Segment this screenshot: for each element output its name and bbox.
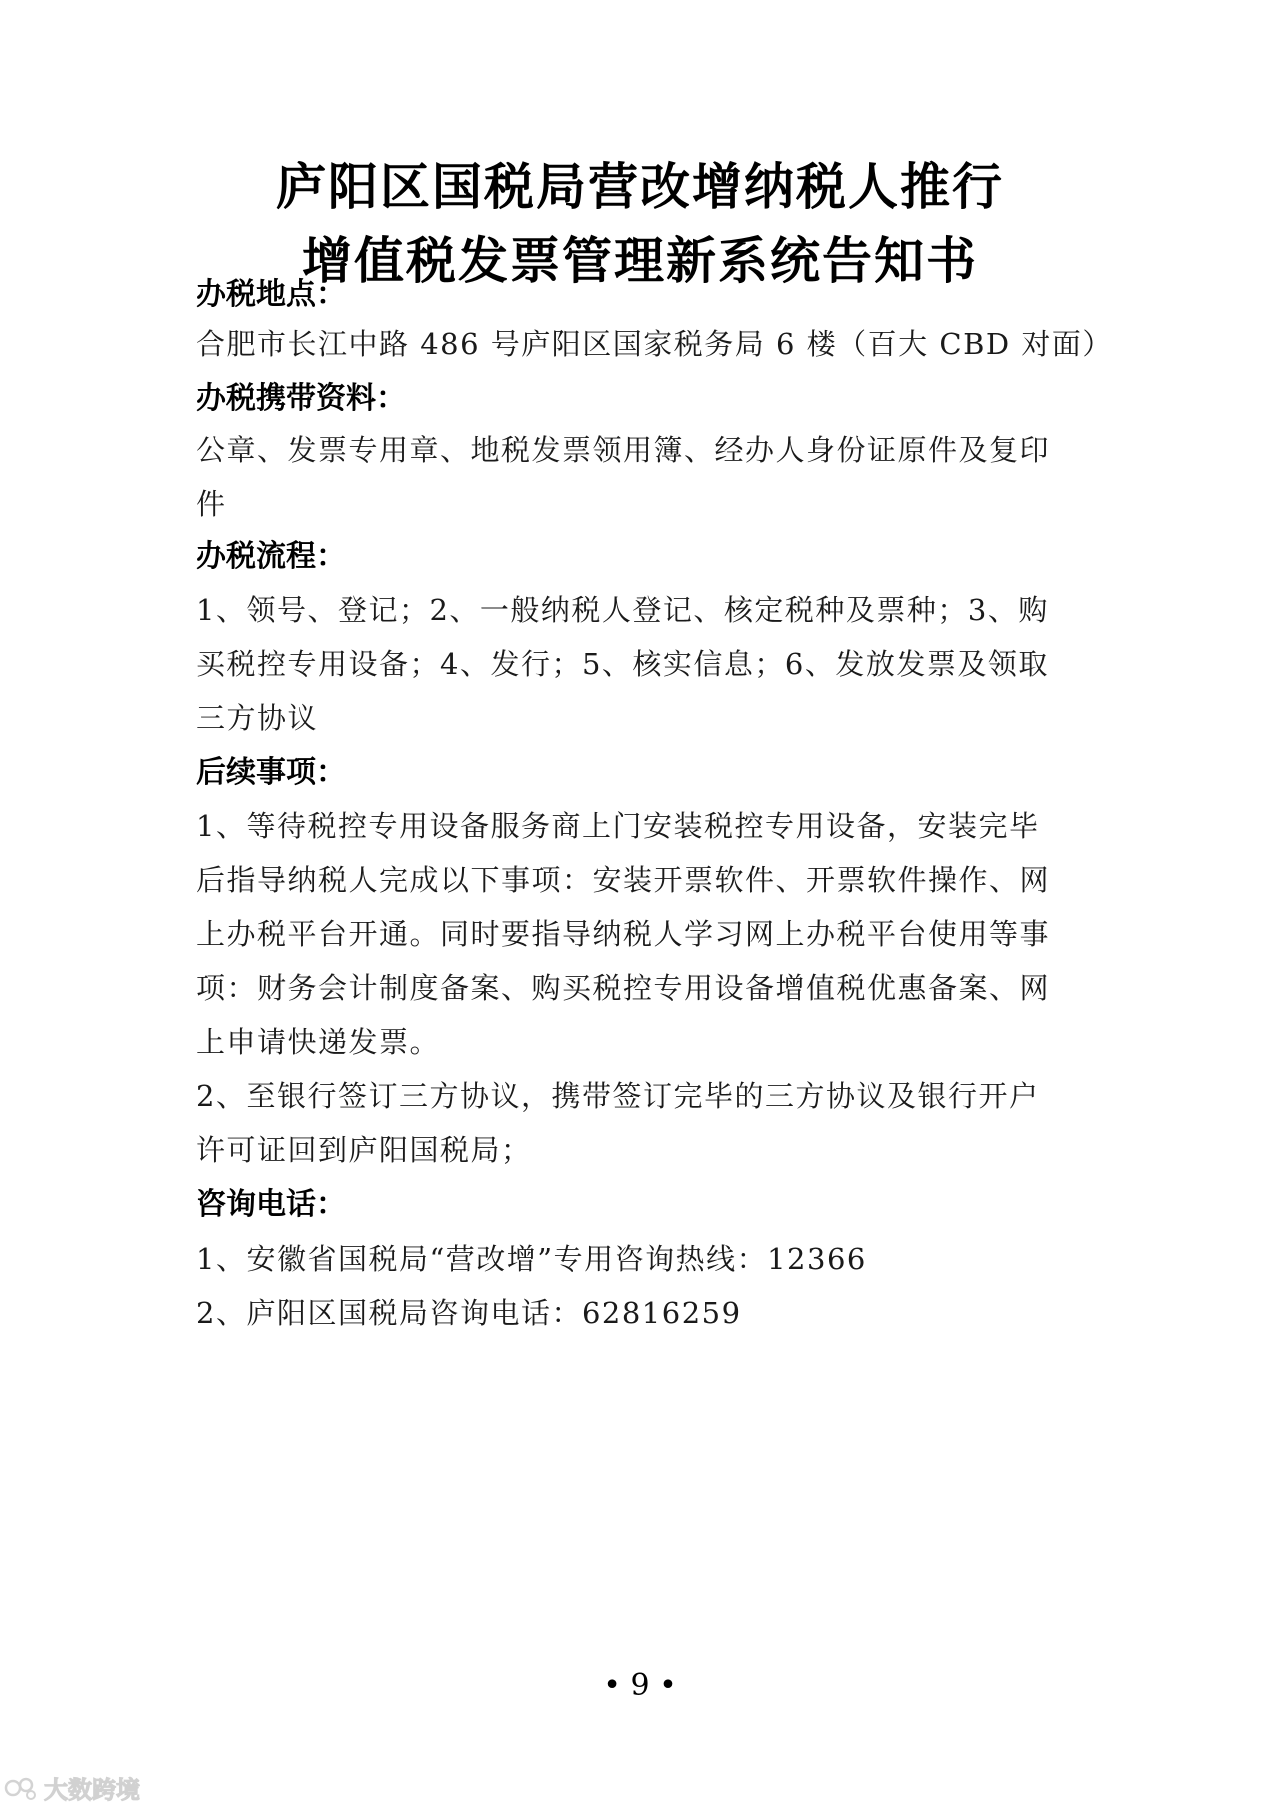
followup-line: 2、至银行签订三方协议，携带签订完毕的三方协议及银行开户 [196,1079,1040,1113]
section-heading-followup: 后续事项： [196,755,346,790]
process-line: 1、领号、登记；2、一般纳税人登记、核定税种及票种；3、购 [196,593,1049,627]
materials-line: 件 [196,487,227,521]
section-heading-materials: 办税携带资料： [196,381,406,416]
section-heading-contact: 咨询电话： [196,1187,346,1222]
section-heading-process: 办税流程： [196,539,346,574]
process-line: 三方协议 [196,701,319,735]
contact-phone: 2、庐阳区国税局咨询电话：62816259 [196,1296,742,1330]
followup-line: 1、等待税控专用设备服务商上门安装税控专用设备，安装完毕 [196,809,1040,843]
document-title-line-1: 庐阳区国税局营改增纳税人推行 [276,157,1004,216]
document-title-line-2: 增值税发票管理新系统告知书 [302,231,978,290]
contact-hotline: 1、安徽省国税局“营改增”专用咨询热线：12366 [196,1242,867,1276]
watermark [4,1770,140,1805]
materials-line: 公章、发票专用章、地税发票领用簿、经办人身份证原件及复印 [196,433,1051,467]
followup-line: 上申请快递发票。 [196,1025,441,1059]
followup-line: 上办税平台开通。同时要指导纳税人学习网上办税平台使用等事 [196,917,1051,951]
location-line: 合肥市长江中路 486 号庐阳区国家税务局 6 楼（百大 CBD 对面） [196,327,1113,361]
followup-line: 项：财务会计制度备案、购买税控专用设备增值税优惠备案、网 [196,971,1051,1005]
process-line: 买税控专用设备；4、发行；5、核实信息；6、发放发票及领取 [196,647,1049,681]
section-heading-location: 办税地点： [196,277,346,312]
followup-line: 后指导纳税人完成以下事项：安装开票软件、开票软件操作、网 [196,863,1051,897]
watermark-text: 大数跨境 [44,1776,140,1804]
page-number: • 9 • [603,1668,677,1703]
followup-line: 许可证回到庐阳国税局； [196,1133,532,1167]
watermark-logo-icon [4,1773,38,1803]
